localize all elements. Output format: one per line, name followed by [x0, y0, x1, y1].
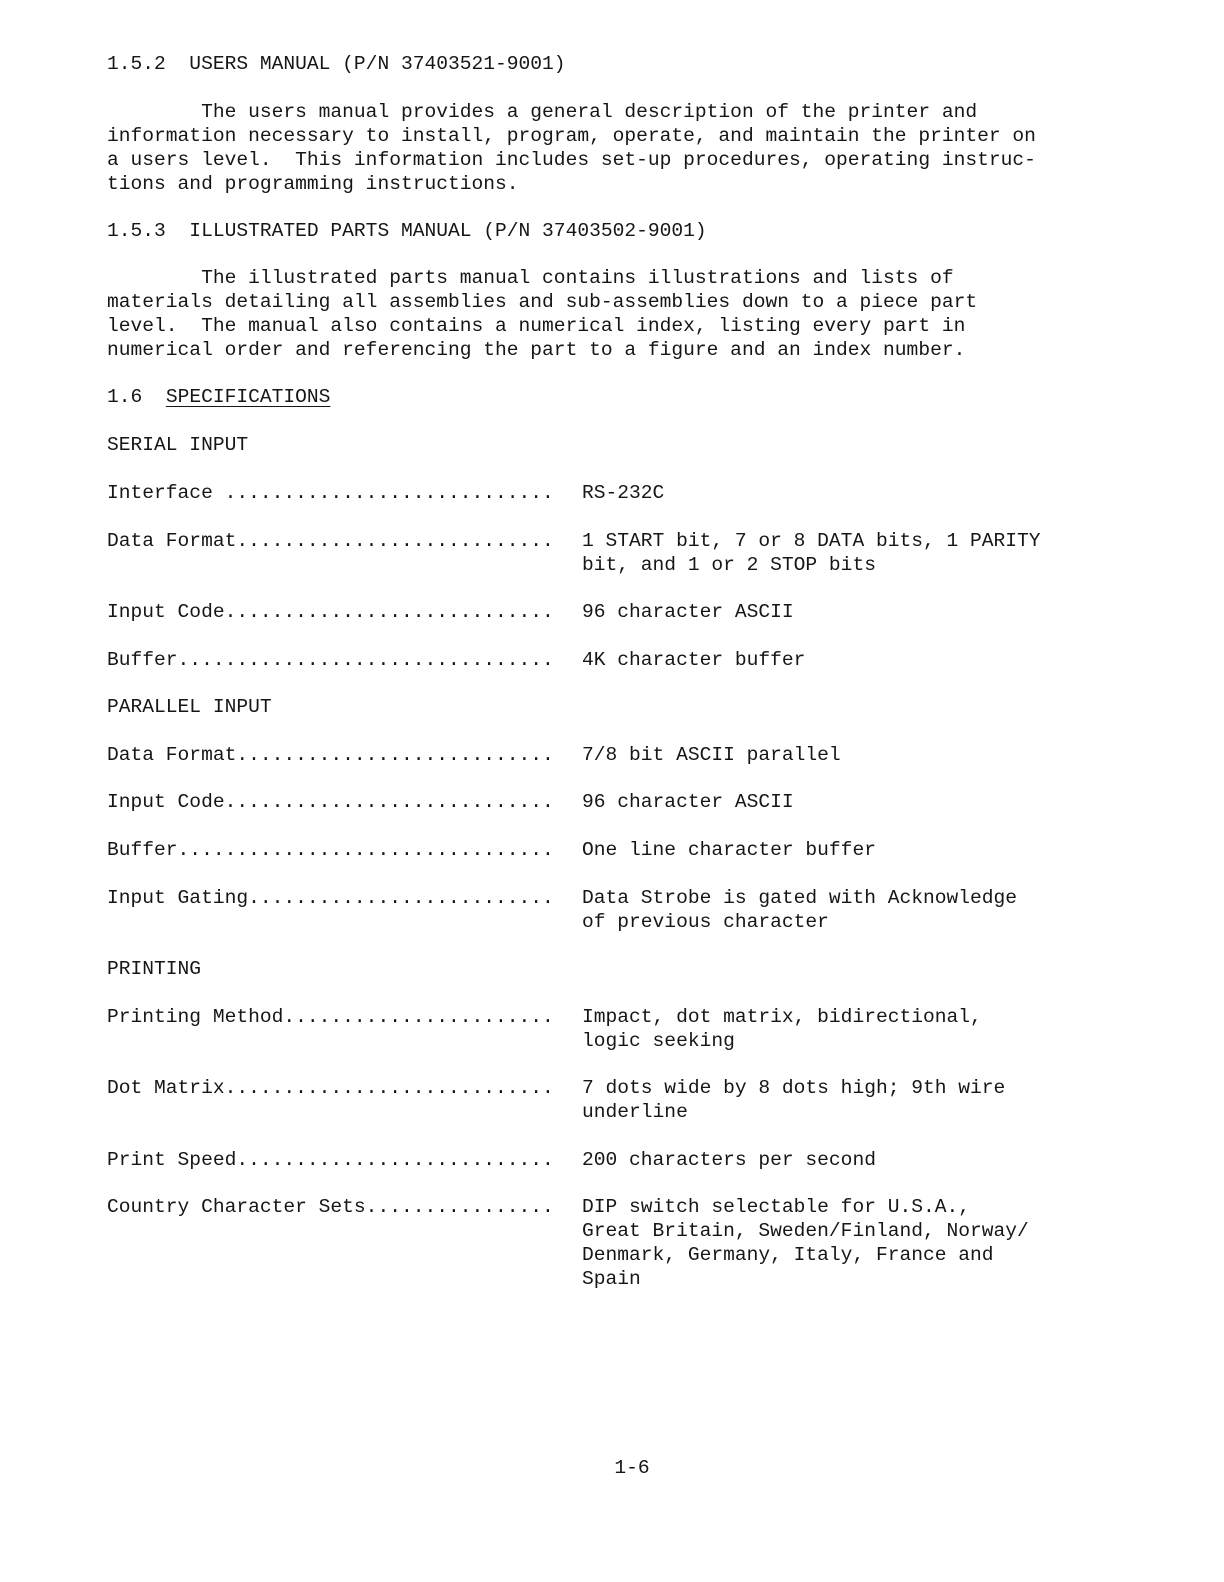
spec-label-printing-method: Printing Method.......................: [107, 1006, 554, 1028]
spec-label-serial-buffer: Buffer................................: [107, 649, 554, 671]
page-number: 1-6: [614, 1457, 650, 1479]
spec-value-printing-method: Impact, dot matrix, bidirectional, logic seeking: [582, 1006, 982, 1052]
spec-value-country-character-sets: DIP switch selectable for U.S.A., Great Britain, Sweden/Finland, Norway/ Denmark, Germany, Italy, France and Spain: [582, 1196, 1029, 1290]
spec-value-serial-data-format: 1 START bit, 7 or 8 DATA bits, 1 PARITY bit, and 1 or 2 STOP bits: [582, 530, 1041, 576]
spec-value-print-speed: 200 characters per second: [582, 1149, 876, 1171]
spec-label-interface: Interface ............................: [107, 482, 554, 504]
parallel-input-heading: PARALLEL INPUT: [107, 696, 272, 718]
spec-label-serial-input-code: Input Code............................: [107, 601, 554, 623]
printing-heading: PRINTING: [107, 958, 202, 980]
specifications-title: SPECIFICATIONS: [165, 386, 331, 408]
users-manual-heading: 1.5.2 USERS MANUAL (P/N 37403521-9001): [107, 53, 566, 75]
spec-label-parallel-data-format: Data Format...........................: [107, 744, 554, 766]
spec-value-parallel-input-code: 96 character ASCII: [582, 791, 794, 813]
parts-manual-body: The illustrated parts manual contains illustrations and lists of materials detailing all assemblies and sub-assemblies down to a piece part level. The manual also contains a numerical index, listing every part in numerical order and referencing the part to a figure and an index number.: [107, 267, 978, 361]
spec-value-input-gating: Data Strobe is gated with Acknowledge of previous character: [582, 887, 1018, 933]
spec-value-serial-buffer: 4K character buffer: [582, 649, 806, 671]
spec-label-print-speed: Print Speed...........................: [107, 1149, 554, 1171]
specifications-number: 1.6: [107, 386, 143, 408]
parts-manual-heading: 1.5.3 ILLUSTRATED PARTS MANUAL (P/N 37403502-9001): [107, 220, 707, 242]
spec-label-serial-data-format: Data Format...........................: [107, 530, 554, 552]
spec-value-dot-matrix: 7 dots wide by 8 dots high; 9th wire underline: [582, 1077, 1006, 1123]
spec-value-interface: RS-232C: [582, 482, 665, 504]
specifications-heading: [107, 385, 330, 409]
spec-value-parallel-buffer: One line character buffer: [582, 839, 876, 861]
spec-value-parallel-data-format: 7/8 bit ASCII parallel: [582, 744, 841, 766]
spec-label-parallel-buffer: Buffer................................: [107, 839, 554, 861]
spec-label-input-gating: Input Gating..........................: [107, 887, 554, 909]
spec-label-dot-matrix: Dot Matrix............................: [107, 1077, 554, 1099]
serial-input-heading: SERIAL INPUT: [107, 434, 249, 456]
users-manual-body: The users manual provides a general description of the printer and information necessary to install, program, operate, and maintain the printer on a users level. This information includes set-up procedures, operating instruc- tions and programming instructions.: [107, 101, 1036, 195]
spec-label-country-character-sets: Country Character Sets................: [107, 1196, 554, 1218]
spec-label-parallel-input-code: Input Code............................: [107, 791, 554, 813]
spec-value-serial-input-code: 96 character ASCII: [582, 601, 794, 623]
